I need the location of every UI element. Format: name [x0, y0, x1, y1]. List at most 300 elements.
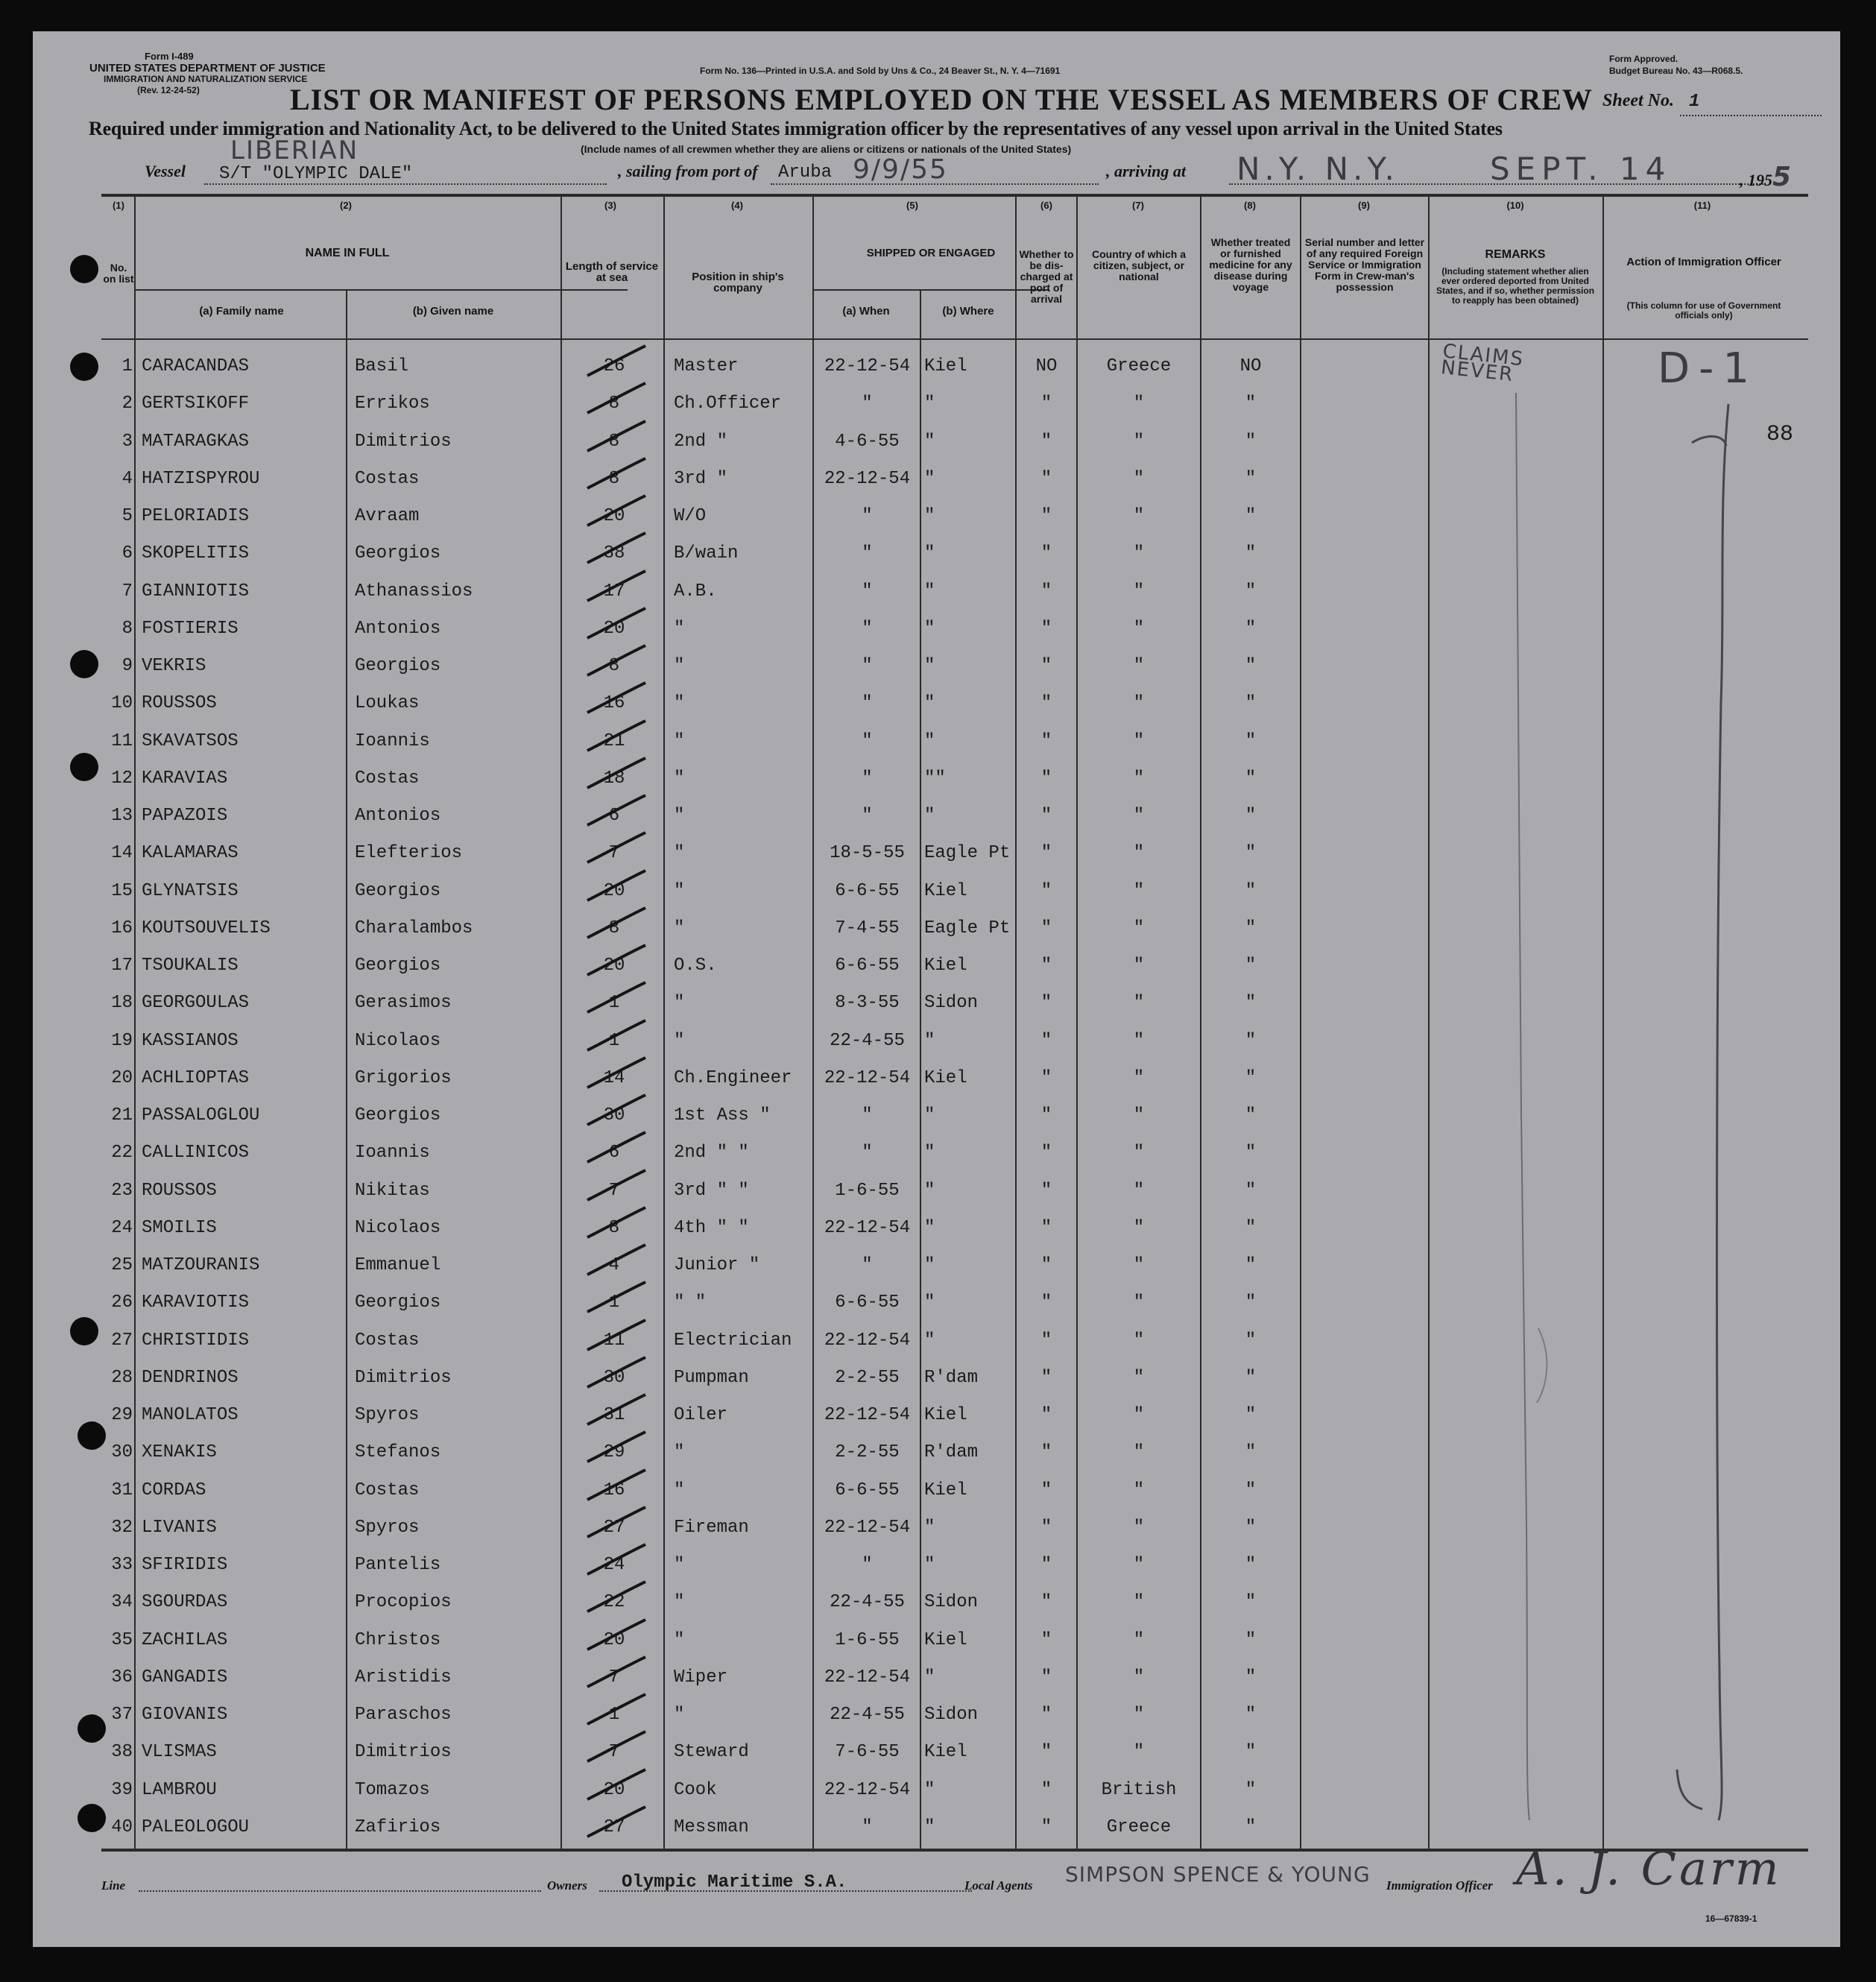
row-number: 25	[111, 1255, 133, 1275]
length-of-service: 8	[608, 656, 620, 676]
row-number: 16	[111, 918, 133, 938]
discharged: "	[1040, 1480, 1052, 1500]
position: "	[674, 618, 685, 639]
length-of-service: 20	[603, 956, 625, 976]
family-name: KARAVIAS	[142, 768, 228, 789]
position: "	[674, 1442, 685, 1463]
given-name: Charalambos	[355, 918, 473, 938]
shipped-where: "	[924, 1779, 935, 1800]
given-name: Georgios	[355, 1293, 441, 1313]
length-of-service: 20	[603, 506, 625, 526]
check-mark	[583, 1691, 650, 1729]
check-mark	[583, 1767, 650, 1804]
treated: "	[1245, 918, 1257, 938]
check-mark	[583, 680, 650, 717]
sheet-number	[1602, 91, 1699, 112]
family-name: GEORGOULAS	[142, 993, 250, 1014]
position: Ch.Officer	[674, 394, 782, 414]
given-name: Georgios	[355, 956, 441, 976]
position: 3rd " "	[674, 1180, 749, 1201]
shipped-where: "	[924, 1255, 935, 1275]
check-mark	[583, 1392, 650, 1429]
discharged: "	[1040, 806, 1052, 826]
country: "	[1133, 468, 1145, 489]
treated: "	[1245, 880, 1257, 901]
treated: "	[1245, 1667, 1257, 1688]
table-row	[33, 1209, 1814, 1246]
shipped-where: Sidon	[924, 1705, 979, 1725]
shipped-where: Kiel	[924, 956, 967, 976]
shipped-where: Kiel	[924, 880, 967, 901]
country: "	[1133, 918, 1145, 938]
country: "	[1133, 1105, 1145, 1126]
position: "	[674, 1480, 685, 1500]
check-mark	[583, 1467, 650, 1504]
footer-owners-rule	[599, 1890, 972, 1892]
country: "	[1133, 993, 1145, 1014]
shipped-where: "	[924, 543, 935, 564]
col-num: (4)	[731, 200, 743, 211]
col-header-position: Position in ship's company	[692, 271, 784, 294]
row-number: 7	[121, 581, 133, 602]
discharged: "	[1040, 768, 1052, 789]
position: W/O	[674, 506, 707, 526]
shipped-when: "	[862, 1817, 873, 1837]
length-of-service: 27	[603, 1817, 625, 1837]
treated: "	[1245, 1480, 1257, 1500]
check-mark	[583, 1654, 650, 1691]
length-of-service: 4	[608, 1255, 620, 1275]
discharged: "	[1040, 1629, 1052, 1650]
shipped-where: ""	[924, 768, 946, 789]
col-header-shipped: SHIPPED OR ENGAGED	[866, 247, 996, 259]
length-of-service: 16	[603, 1480, 625, 1500]
country: British	[1101, 1779, 1177, 1800]
shipped-when: "	[862, 1555, 873, 1575]
col-header-length: Length of service at sea	[565, 260, 659, 284]
table-row	[33, 1509, 1814, 1546]
treated: "	[1245, 543, 1257, 564]
shipped-when: "	[862, 806, 873, 826]
position: "	[674, 1705, 685, 1725]
check-mark	[583, 718, 650, 755]
page-subtitle: Required under immigration and Nationality Act, to be delivered to the United States immigration officer by the representatives of any vessel upon arrival in the United States	[89, 118, 1503, 139]
given-name: Costas	[355, 1480, 420, 1500]
family-name: SFIRIDIS	[142, 1555, 228, 1575]
col-header-discharged: Whether to be dis-charged at port of arrival	[1019, 248, 1074, 305]
given-name: Nicolaos	[355, 1030, 441, 1051]
row-number: 19	[111, 1030, 133, 1051]
treated: "	[1245, 1180, 1257, 1201]
row-number: 5	[121, 506, 133, 526]
discharged: "	[1040, 1105, 1052, 1126]
position: "	[674, 768, 685, 789]
footer-line-rule	[139, 1890, 541, 1892]
length-of-service: 20	[603, 618, 625, 639]
family-name: ROUSSOS	[142, 1180, 217, 1201]
row-number: 21	[111, 1105, 133, 1126]
row-number: 10	[111, 693, 133, 714]
check-mark	[583, 1167, 650, 1205]
treated: "	[1245, 1105, 1257, 1126]
shipped-where: Kiel	[924, 1742, 967, 1763]
length-of-service: 6	[608, 1143, 620, 1164]
col-num: (1)	[113, 200, 124, 211]
length-of-service: 14	[603, 1067, 625, 1088]
position: "	[674, 918, 685, 938]
country: Greece	[1106, 356, 1172, 376]
treated: "	[1245, 806, 1257, 826]
family-name: KALAMARAS	[142, 843, 239, 864]
shipped-where: "	[924, 1293, 935, 1313]
discharged: "	[1040, 431, 1052, 452]
given-name: Costas	[355, 1330, 420, 1351]
vessel-flag: LIBERIAN	[230, 136, 359, 165]
shipped-when: 6-6-55	[835, 1480, 900, 1500]
sheet-label: Sheet No.	[1602, 91, 1674, 110]
length-of-service: 8	[608, 468, 620, 489]
family-name: LAMBROU	[142, 1779, 217, 1800]
length-of-service: 7	[608, 843, 620, 864]
table-row	[33, 909, 1814, 947]
country: Greece	[1106, 1817, 1172, 1837]
discharged: "	[1040, 1030, 1052, 1051]
length-of-service: 26	[603, 356, 625, 376]
treated: "	[1245, 1442, 1257, 1463]
treated: "	[1245, 618, 1257, 639]
sailing-line	[771, 183, 1099, 185]
table-row	[33, 984, 1814, 1021]
country: "	[1133, 431, 1145, 452]
include-note: (Include names of all crewmen whether they are aliens or citizens or nationals of the United States)	[581, 143, 1072, 155]
given-name: Dimitrios	[355, 431, 452, 452]
family-name: LIVANIS	[142, 1517, 217, 1538]
revision: (Rev. 12-24-52)	[137, 85, 200, 95]
shipped-when: 22-12-54	[824, 1517, 911, 1538]
footer-officer-label: Immigration Officer	[1386, 1878, 1493, 1893]
given-name: Costas	[355, 768, 420, 789]
row-number: 18	[111, 993, 133, 1014]
shipped-where: "	[924, 656, 935, 676]
shipped-where: "	[924, 1517, 935, 1538]
shipped-when: "	[862, 394, 873, 414]
position: Cook	[674, 1779, 717, 1800]
treated: "	[1245, 656, 1257, 676]
discharged: "	[1040, 1367, 1052, 1388]
given-name: Spyros	[355, 1405, 420, 1425]
row-number: 27	[111, 1330, 133, 1351]
country: "	[1133, 843, 1145, 864]
position: 2nd "	[674, 431, 728, 452]
row-number: 9	[121, 656, 133, 676]
check-mark	[583, 1541, 650, 1579]
given-name: Loukas	[355, 693, 420, 714]
length-of-service: 22	[603, 1592, 625, 1613]
shipped-when: "	[862, 618, 873, 639]
row-number: 17	[111, 956, 133, 976]
col-header-family: (a) Family name	[199, 305, 284, 318]
shipped-where: "	[924, 1217, 935, 1238]
col-num: (9)	[1358, 200, 1370, 211]
family-name: XENAKIS	[142, 1442, 217, 1463]
row-number: 32	[111, 1517, 133, 1538]
given-name: Antonios	[355, 806, 441, 826]
shipped-where: "	[924, 1105, 935, 1126]
check-mark	[583, 1205, 650, 1242]
check-mark	[583, 1354, 650, 1392]
given-name: Tomazos	[355, 1779, 430, 1800]
discharged: "	[1040, 1405, 1052, 1425]
check-mark	[583, 1279, 650, 1316]
check-mark	[583, 755, 650, 792]
length-of-service: 7	[608, 1742, 620, 1763]
row-number: 31	[111, 1480, 133, 1500]
shipped-when: 22-12-54	[824, 1405, 911, 1425]
vessel-label: Vessel	[145, 162, 186, 180]
row-number: 20	[111, 1067, 133, 1088]
table-row	[33, 797, 1814, 834]
length-of-service: 8	[608, 431, 620, 452]
shipped-when: 22-12-54	[824, 1330, 911, 1351]
table-row	[33, 1658, 1814, 1696]
shipped-where: R'dam	[924, 1367, 979, 1388]
treated: "	[1245, 768, 1257, 789]
length-of-service: 8	[608, 394, 620, 414]
treated: "	[1245, 993, 1257, 1014]
country: "	[1133, 1330, 1145, 1351]
family-name: KARAVIOTIS	[142, 1293, 250, 1313]
position: Electrician	[674, 1330, 792, 1351]
shipped-when: 18-5-55	[830, 843, 905, 864]
country: "	[1133, 543, 1145, 564]
length-of-service: 30	[603, 1367, 625, 1388]
treated: "	[1245, 693, 1257, 714]
shipped-where: "	[924, 1330, 935, 1351]
discharged: "	[1040, 1555, 1052, 1575]
table-row	[33, 1022, 1814, 1059]
remarks-annotation: CLAIMS NEVER	[1439, 340, 1526, 387]
length-of-service: 20	[603, 1779, 625, 1800]
check-mark	[583, 1242, 650, 1279]
col-header-treated: Whether treated or furnished medicine for any disease during voyage	[1209, 236, 1292, 293]
year-prefix: , 195	[1740, 171, 1772, 189]
check-mark	[583, 568, 650, 605]
check-mark	[583, 1429, 650, 1466]
shipped-where: "	[924, 618, 935, 639]
given-name: Basil	[355, 356, 409, 376]
row-number: 22	[111, 1143, 133, 1164]
col-num: (7)	[1132, 200, 1144, 211]
shipped-when: "	[862, 730, 873, 751]
row-number: 26	[111, 1293, 133, 1313]
country: "	[1133, 1705, 1145, 1725]
shipped-when: 22-12-54	[824, 1779, 911, 1800]
position: "	[674, 1555, 685, 1575]
discharged: "	[1040, 543, 1052, 564]
length-of-service: 31	[603, 1405, 625, 1425]
given-name: Costas	[355, 468, 420, 489]
action-annotation: D-1	[1658, 344, 1758, 393]
table-row	[33, 1134, 1814, 1171]
position: Oiler	[674, 1405, 728, 1425]
given-name: Nicolaos	[355, 1217, 441, 1238]
shipped-where: "	[924, 693, 935, 714]
family-name: MATZOURANIS	[142, 1255, 260, 1275]
length-of-service: 8	[608, 1217, 620, 1238]
country: "	[1133, 1555, 1145, 1575]
discharged: "	[1040, 1143, 1052, 1164]
treated: "	[1245, 1779, 1257, 1800]
given-name: Paraschos	[355, 1705, 452, 1725]
shipped-where: "	[924, 1555, 935, 1575]
given-name: Grigorios	[355, 1067, 452, 1088]
treated: "	[1245, 1067, 1257, 1088]
treated: "	[1245, 1817, 1257, 1837]
shipped-subheader-rule	[812, 289, 1049, 291]
shipped-when: 6-6-55	[835, 880, 900, 901]
sheet-no-value: 1	[1689, 92, 1700, 112]
family-name: ACHLIOPTAS	[142, 1067, 250, 1088]
position: A.B.	[674, 581, 717, 602]
check-mark	[583, 643, 650, 680]
discharged: "	[1040, 1293, 1052, 1313]
row-number: 30	[111, 1442, 133, 1463]
table-row	[33, 1396, 1814, 1433]
crew-list	[33, 347, 1814, 1846]
family-name: CORDAS	[142, 1480, 206, 1500]
given-name: Dimitrios	[355, 1742, 452, 1763]
position: "	[674, 693, 685, 714]
table-row	[33, 423, 1814, 460]
given-name: Athanassios	[355, 581, 473, 602]
margin-number: 88	[1766, 422, 1794, 447]
manifest-sheet	[33, 31, 1840, 1947]
table-row	[33, 534, 1814, 572]
row-number: 2	[121, 394, 133, 414]
family-name: GANGADIS	[142, 1667, 228, 1688]
arriving-port: N.Y. N.Y.	[1237, 151, 1399, 187]
row-number: 33	[111, 1555, 133, 1575]
treated: "	[1245, 730, 1257, 751]
length-of-service: 1	[608, 1030, 620, 1051]
family-name: PASSALOGLOU	[142, 1105, 260, 1126]
shipped-when: 22-12-54	[824, 468, 911, 489]
row-number: 14	[111, 843, 133, 864]
country: "	[1133, 1367, 1145, 1388]
shipped-when: "	[862, 581, 873, 602]
family-name: PALEOLOGOU	[142, 1817, 250, 1837]
shipped-where: "	[924, 468, 935, 489]
shipped-when: 22-4-55	[830, 1592, 905, 1613]
given-name: Spyros	[355, 1517, 420, 1538]
shipped-where: Sidon	[924, 1592, 979, 1613]
treated: "	[1245, 468, 1257, 489]
position: "	[674, 880, 685, 901]
given-name: Zafirios	[355, 1817, 441, 1837]
treated: "	[1245, 431, 1257, 452]
given-name: Stefanos	[355, 1442, 441, 1463]
position: O.S.	[674, 956, 717, 976]
length-of-service: 29	[603, 1442, 625, 1463]
given-name: Christos	[355, 1629, 441, 1650]
agency-line2: IMMIGRATION AND NATURALIZATION SERVICE	[104, 74, 308, 84]
shipped-when: 2-2-55	[835, 1442, 900, 1463]
family-name: SMOILIS	[142, 1217, 217, 1238]
family-name: CHRISTIDIS	[142, 1330, 250, 1351]
shipped-where: "	[924, 1180, 935, 1201]
country: "	[1133, 1517, 1145, 1538]
given-name: Ioannis	[355, 1143, 430, 1164]
position: Messman	[674, 1817, 749, 1837]
check-mark	[583, 530, 650, 567]
length-of-service: 20	[603, 880, 625, 901]
country: "	[1133, 956, 1145, 976]
table-row	[33, 1172, 1814, 1209]
row-number: 6	[121, 543, 133, 564]
shipped-when: "	[862, 1143, 873, 1164]
discharged: "	[1040, 1592, 1052, 1613]
given-name: Emmanuel	[355, 1255, 441, 1275]
check-mark	[583, 380, 650, 417]
table-row	[33, 1621, 1814, 1658]
family-name: SKOPELITIS	[142, 543, 250, 564]
discharged: "	[1040, 394, 1052, 414]
col-num: (11)	[1693, 200, 1711, 211]
given-name: Gerasimos	[355, 993, 452, 1014]
length-of-service: 11	[603, 1330, 625, 1351]
year-digit: 5	[1772, 162, 1793, 192]
country: "	[1133, 581, 1145, 602]
length-of-service: 8	[608, 918, 620, 938]
length-of-service: 7	[608, 1667, 620, 1688]
shipped-when: "	[862, 656, 873, 676]
col-header-given: (b) Given name	[412, 305, 494, 318]
row-number: 35	[111, 1629, 133, 1650]
treated: "	[1245, 1517, 1257, 1538]
discharged: "	[1040, 618, 1052, 639]
country: "	[1133, 1293, 1145, 1313]
country: "	[1133, 1030, 1145, 1051]
form-approved: Form Approved.	[1609, 54, 1678, 64]
col-header-remarks-note: (Including statement whether alien ever ordered deported from United States, and if so, whether permission to reapply has been obtained)	[1436, 266, 1595, 306]
row-number: 11	[111, 730, 133, 751]
position: "	[674, 993, 685, 1014]
year-label	[1740, 162, 1793, 192]
family-name: CALLINICOS	[142, 1143, 250, 1164]
treated: "	[1245, 506, 1257, 526]
family-name: PELORIADIS	[142, 506, 250, 526]
col-header-action: Action of Immigration Officer	[1626, 256, 1781, 268]
check-mark	[583, 418, 650, 455]
position: "	[674, 806, 685, 826]
footer-owners-label: Owners	[547, 1878, 587, 1893]
treated: "	[1245, 1217, 1257, 1238]
row-number: 8	[121, 618, 133, 639]
given-name: Pantelis	[355, 1555, 441, 1575]
country: "	[1133, 1067, 1145, 1088]
family-name: VEKRIS	[142, 656, 206, 676]
shipped-where: "	[924, 1667, 935, 1688]
treated: "	[1245, 1629, 1257, 1650]
col-header-where: (b) Where	[942, 305, 994, 318]
given-name: Errikos	[355, 394, 430, 414]
family-name: PAPAZOIS	[142, 806, 228, 826]
length-of-service: 18	[603, 768, 625, 789]
table-row	[33, 1059, 1814, 1096]
table-top-rule	[101, 194, 1808, 197]
position: 2nd " "	[674, 1143, 749, 1164]
treated: "	[1245, 1367, 1257, 1388]
